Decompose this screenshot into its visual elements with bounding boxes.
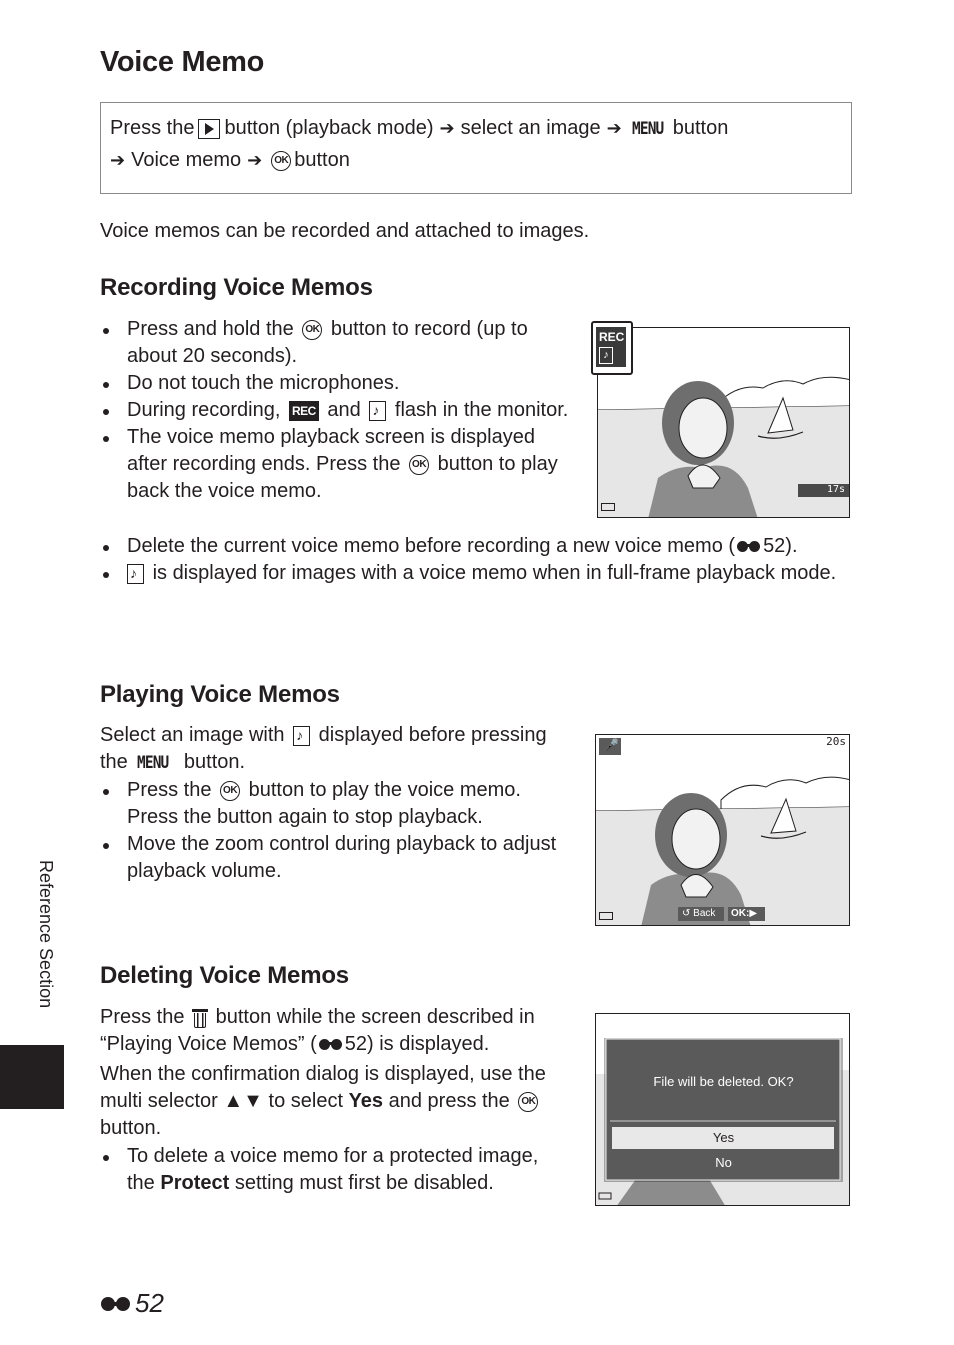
recording-indicator-badge	[591, 321, 633, 375]
voice-memo-icon	[369, 401, 386, 421]
list-item	[100, 424, 570, 505]
reference-section-icon	[318, 1037, 344, 1053]
arrow-right-icon: ➔	[110, 150, 126, 170]
paragraph-text: button.	[100, 1117, 162, 1139]
intro-text: Voice memos can be recorded and attached to images.	[100, 220, 590, 242]
back-button: ↺ Back	[682, 908, 716, 919]
menu-path-line-2	[110, 149, 350, 172]
ok-button-icon: OK	[409, 455, 429, 475]
arrow-right-icon: ➔	[439, 118, 455, 138]
microphone-icon: 🎤	[604, 738, 619, 752]
list-item-text: Press the	[127, 779, 212, 801]
scene-illustration	[596, 735, 850, 926]
list-item-text: Do not touch the microphones.	[127, 372, 400, 394]
reference-section-icon	[736, 539, 762, 555]
recording-list	[100, 316, 570, 505]
scene-illustration	[596, 1014, 850, 1206]
playback-timer: 20s	[826, 735, 846, 748]
list-item-text: Delete the current voice memo before recording a new voice memo (	[127, 535, 736, 557]
paragraph-text: When the confirmation dialog is displayed, use the multi selector ▲▼ to select	[100, 1063, 546, 1112]
list-item-text: 52).	[763, 535, 798, 557]
voice-memo-icon	[293, 726, 310, 746]
paragraph-text: displayed before pressing the	[100, 724, 547, 773]
recording-list-continued	[100, 533, 845, 587]
emphasis-yes: Yes	[348, 1090, 384, 1112]
dialog-prompt: File will be deleted. OK?	[653, 1074, 794, 1089]
paragraph-text: 52) is displayed.	[344, 1033, 490, 1055]
section-heading-deleting: Deleting Voice Memos	[100, 962, 349, 989]
page-number	[100, 1288, 164, 1319]
menu-path-line-1	[110, 117, 728, 140]
list-item-text: setting must first be disabled.	[234, 1172, 494, 1194]
recording-timer: 17s	[826, 484, 845, 495]
paragraph-text: button while the screen described in “Playing Voice Memos” (	[100, 1006, 535, 1055]
reference-section-icon	[100, 1294, 132, 1314]
list-item-text: and	[327, 399, 361, 421]
deleting-paragraph-2	[100, 1061, 560, 1142]
menu-path-text: Voice memo	[131, 149, 242, 171]
playing-list	[100, 777, 570, 885]
menu-button-icon: MENU	[137, 753, 169, 773]
paragraph-text: button.	[183, 751, 246, 773]
rec-indicator-icon: REC	[289, 401, 319, 421]
ok-button-icon: OK	[518, 1092, 538, 1112]
page-title: Voice Memo	[100, 46, 265, 78]
paragraph-text: Select an image with	[100, 724, 285, 746]
menu-path-text: button	[672, 117, 729, 139]
deleting-list	[100, 1143, 560, 1197]
ok-label: OK	[731, 908, 746, 919]
playback-screen-illustration	[595, 734, 850, 926]
list-item-text: The voice memo playback screen is displayed after recording ends. Press the	[127, 426, 535, 475]
list-item	[100, 370, 570, 397]
menu-path-text: select an image	[460, 117, 601, 139]
back-label: Back	[693, 908, 716, 919]
list-item	[100, 316, 570, 370]
dialog-yes-option[interactable]: Yes	[712, 1130, 735, 1145]
menu-path-text: button	[294, 149, 350, 171]
list-item-text: button to play back the voice memo.	[127, 453, 558, 502]
playing-intro	[100, 722, 560, 777]
arrow-right-icon: ➔	[247, 150, 263, 170]
voice-memo-icon: ♪	[599, 347, 613, 364]
list-item-text: button to record (up to about 20 seconds).	[127, 318, 528, 367]
ok-button-icon: OK	[220, 781, 240, 801]
list-item	[100, 777, 570, 831]
scene-illustration	[598, 328, 850, 518]
page-number-value: 52	[135, 1288, 164, 1318]
battery-icon	[601, 503, 615, 511]
paragraph-text: and press the	[388, 1090, 510, 1112]
menu-button-icon: MENU	[631, 118, 664, 139]
list-item	[100, 533, 845, 560]
list-item	[100, 1143, 560, 1197]
list-item-text: button to play the voice memo. Press the button again to stop playback.	[127, 779, 521, 828]
battery-icon	[599, 912, 613, 920]
delete-screen-illustration	[595, 1013, 850, 1206]
ok-button-icon: OK	[271, 151, 291, 171]
ok-play-button: OK:▶	[731, 908, 758, 919]
paragraph-text: Press the	[100, 1006, 185, 1028]
list-item	[100, 560, 845, 587]
section-heading-playing: Playing Voice Memos	[100, 681, 340, 708]
list-item-text: Move the zoom control during playback to adjust playback volume.	[127, 833, 557, 882]
list-item-text: To delete a voice memo for a protected image, the	[127, 1145, 539, 1194]
list-item-text: During recording,	[127, 399, 281, 421]
menu-path-box	[100, 102, 852, 194]
list-item-text: flash in the monitor.	[394, 399, 569, 421]
list-item	[100, 831, 570, 885]
menu-path-text: Press the	[110, 117, 195, 139]
section-side-label: Reference Section	[36, 860, 56, 1009]
voice-memo-icon	[127, 564, 144, 584]
delete-button-icon	[192, 1008, 208, 1028]
dialog-no-option[interactable]: No	[715, 1155, 732, 1170]
menu-path-text: button (playback mode)	[224, 117, 434, 139]
list-item	[100, 397, 570, 424]
ok-button-icon: OK	[302, 320, 322, 340]
recording-screen-illustration	[597, 327, 850, 518]
playback-button-icon	[198, 119, 220, 139]
arrow-right-icon: ➔	[606, 118, 622, 138]
deleting-paragraph-1	[100, 1004, 560, 1058]
list-item-text: is displayed for images with a voice memo when in full-frame playback mode.	[152, 562, 837, 584]
section-heading-recording: Recording Voice Memos	[100, 274, 373, 301]
list-item-text: Press and hold the	[127, 318, 294, 340]
section-thumb-tab	[0, 1045, 64, 1109]
emphasis-protect: Protect	[160, 1172, 230, 1194]
rec-indicator-label: REC	[599, 330, 625, 344]
